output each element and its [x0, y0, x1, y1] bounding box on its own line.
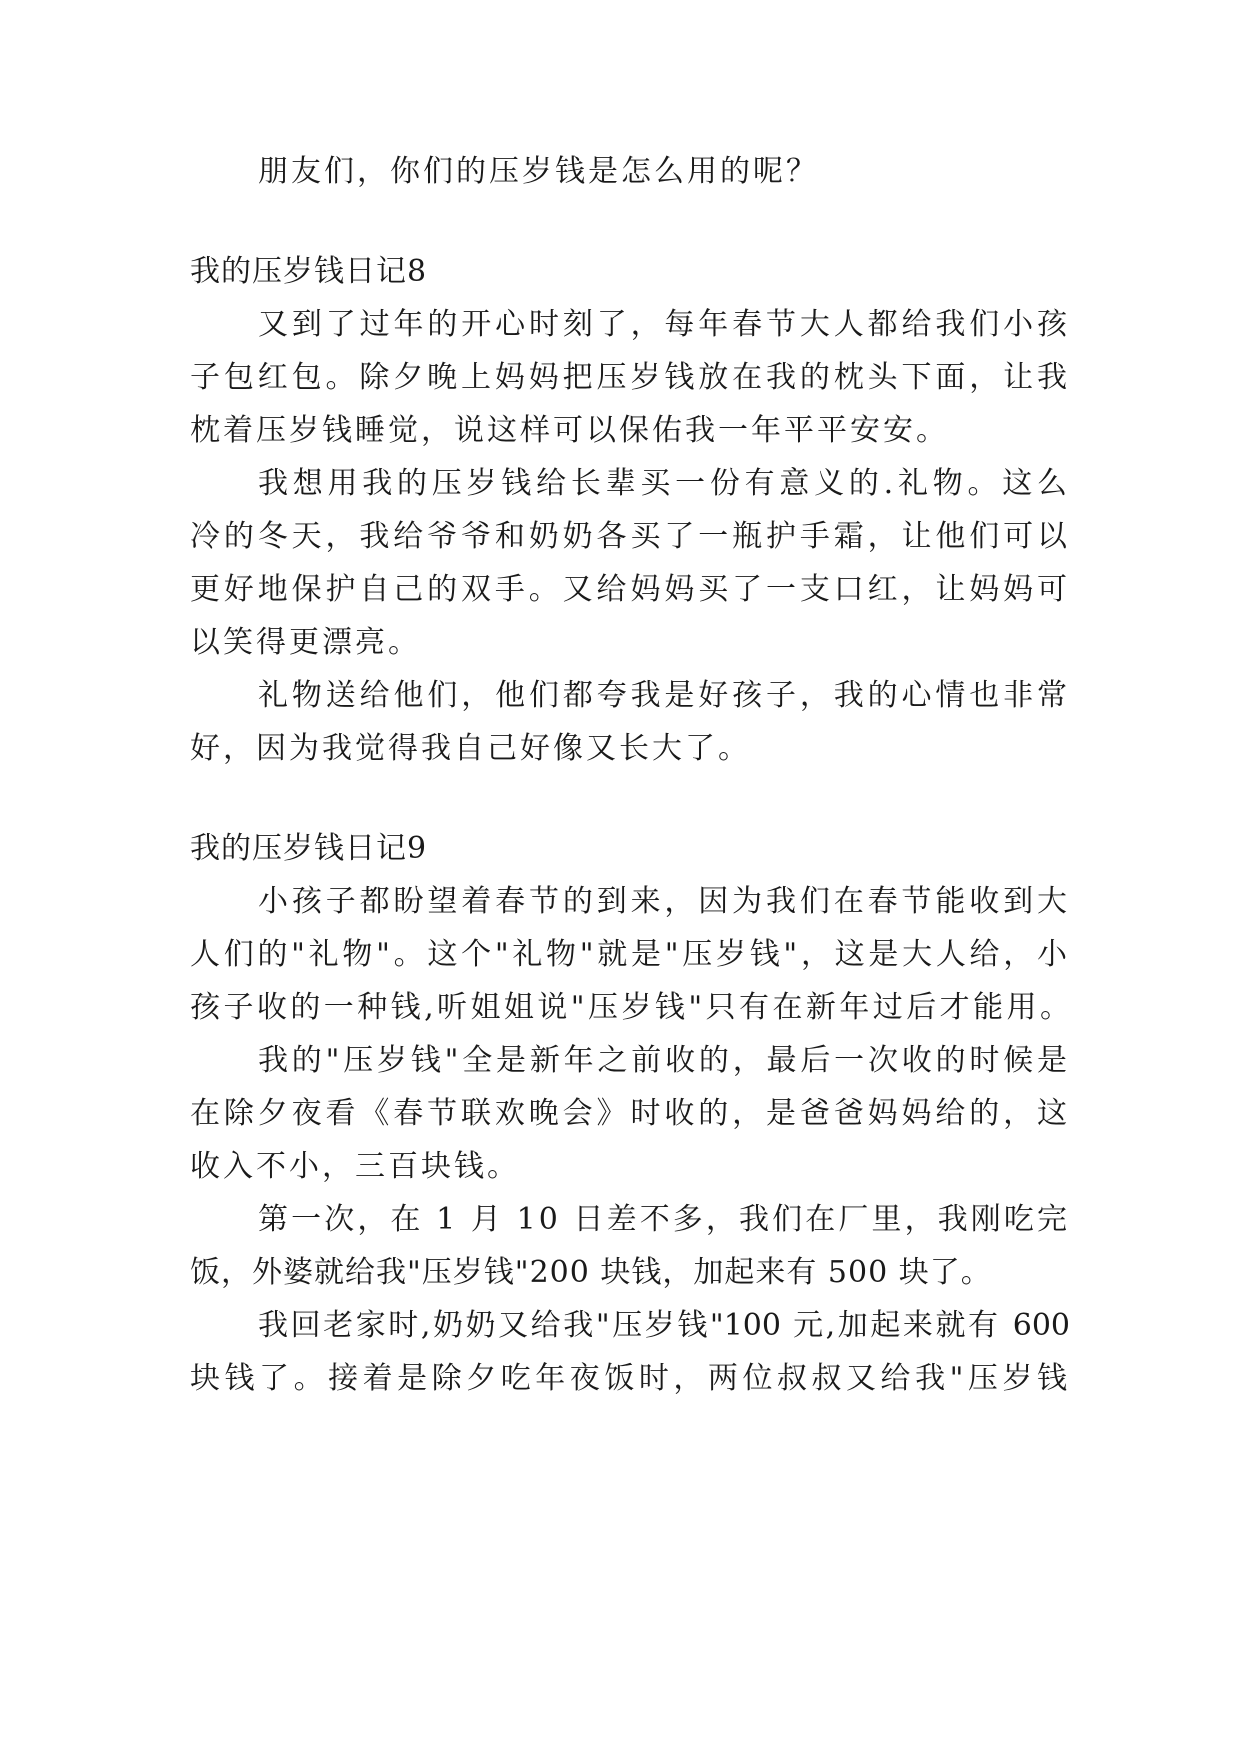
section-heading: 我的压岁钱日记8: [190, 254, 428, 289]
paragraph-line: 枕着压岁钱睡觉，说这样可以保佑我一年平平安安。: [190, 413, 949, 448]
paragraph-line: 朋友们，你们的压岁钱是怎么用的呢？: [258, 154, 819, 189]
paragraph-line: 好，因为我觉得我自己好像又长大了。: [190, 731, 751, 766]
paragraph-line: 更好地保护自己的双手。又给妈妈买了一支口红，让妈妈可: [190, 572, 1070, 607]
paragraph-line: 子包红包。除夕晚上妈妈把压岁钱放在我的枕头下面，让我: [190, 360, 1070, 395]
paragraph-line: 我想用我的压岁钱给长辈买一份有意义的.礼物。这么: [258, 466, 1070, 501]
paragraph-line: 第一次，在 1 月 10 日差不多，我们在厂里，我刚吃完: [258, 1202, 1070, 1237]
paragraph-line: 又到了过年的开心时刻了，每年春节大人都给我们小孩: [258, 307, 1070, 342]
paragraph-line: 人们的"礼物"。这个"礼物"就是"压岁钱"，这是大人给，小: [190, 937, 1070, 972]
section-heading: 我的压岁钱日记9: [190, 831, 428, 866]
paragraph-line: 小孩子都盼望着春节的到来，因为我们在春节能收到大: [258, 884, 1070, 919]
paragraph-line: 收入不小，三百块钱。: [190, 1149, 520, 1184]
paragraph-line: 孩子收的一种钱,听姐姐说"压岁钱"只有在新年过后才能用。: [190, 990, 1070, 1025]
paragraph-line: 我的"压岁钱"全是新年之前收的，最后一次收的时候是: [258, 1043, 1070, 1078]
paragraph-line: 以笑得更漂亮。: [190, 625, 421, 660]
paragraph-line: 冷的冬天，我给爷爷和奶奶各买了一瓶护手霜，让他们可以: [190, 519, 1070, 554]
paragraph-line: 块钱了。接着是除夕吃年夜饭时，两位叔叔又给我"压岁钱: [190, 1361, 1070, 1396]
paragraph-line: 我回老家时,奶奶又给我"压岁钱"100 元,加起来就有 600: [258, 1308, 1070, 1343]
paragraph-line: 在除夕夜看《春节联欢晚会》时收的，是爸爸妈妈给的，这: [190, 1096, 1070, 1131]
paragraph-line: 礼物送给他们，他们都夸我是好孩子，我的心情也非常: [258, 678, 1070, 713]
paragraph-line: 饭，外婆就给我"压岁钱"200 块钱，加起来有 500 块了。: [190, 1255, 992, 1290]
